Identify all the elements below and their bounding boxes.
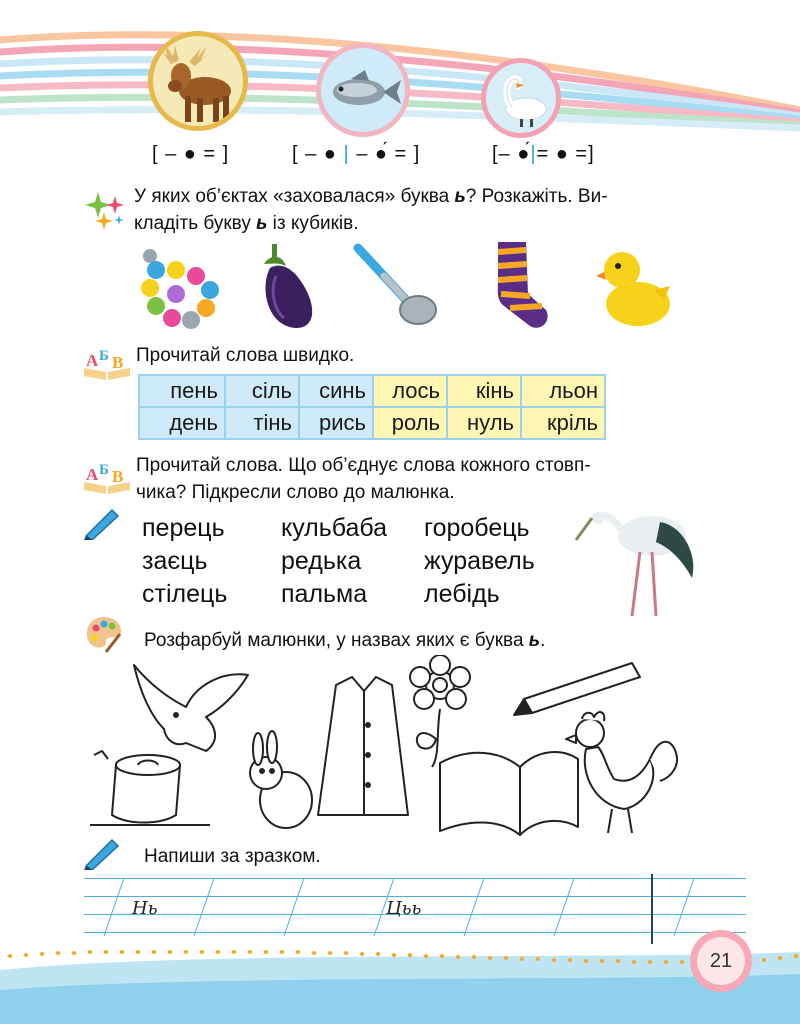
stump-picture xyxy=(90,751,210,825)
rooster-picture xyxy=(566,712,677,833)
swan-icon xyxy=(486,63,556,133)
coat-picture xyxy=(318,677,408,815)
beads-picture xyxy=(136,242,222,332)
handwriting-sample: Нь xyxy=(132,898,158,919)
hare-picture xyxy=(250,731,312,828)
moose-picture xyxy=(148,31,248,131)
svg-text:А: А xyxy=(86,351,99,370)
list-item: кульбаба xyxy=(281,514,388,542)
task4-instruction: Розфарбуй малюнки, у назвах яких є буква ь. xyxy=(144,630,546,651)
dove-picture xyxy=(134,665,248,751)
svg-text:А: А xyxy=(86,465,99,484)
task5-instruction: Напиши за зразком. xyxy=(144,846,321,867)
list-item: лебідь xyxy=(424,580,500,608)
word-cell: лось xyxy=(373,375,447,407)
scheme-divider: | xyxy=(343,143,350,165)
coloring-pictures xyxy=(0,655,700,840)
page-number-badge xyxy=(690,930,752,992)
word-cell: синь xyxy=(299,375,373,407)
word-cell: тінь xyxy=(225,407,299,439)
list-item: заєць xyxy=(142,547,208,575)
list-item: стілець xyxy=(142,580,228,608)
ladle-picture xyxy=(348,240,440,334)
carp-picture xyxy=(316,43,410,137)
word-cell: нуль xyxy=(447,407,521,439)
abc-book-icon xyxy=(82,340,132,382)
list-item: пальма xyxy=(281,580,368,608)
fish-icon xyxy=(321,48,405,132)
flower-picture xyxy=(410,655,470,767)
word-cell: пень xyxy=(139,375,225,407)
svg-text:Б: Б xyxy=(99,462,109,478)
task2-instruction: Прочитай слова швидко. xyxy=(136,345,355,366)
word-cell: льон xyxy=(521,375,605,407)
duckling-picture xyxy=(594,240,674,330)
list-item: редька xyxy=(281,547,362,575)
table-row xyxy=(139,375,605,407)
book-picture xyxy=(440,752,578,835)
word-cell: рись xyxy=(299,407,373,439)
eggplant-picture xyxy=(256,240,320,334)
pen-icon xyxy=(82,836,122,870)
word-column-3 xyxy=(424,512,535,611)
word-cell: кінь xyxy=(447,375,521,407)
pen-icon xyxy=(82,506,122,540)
abc-book-icon xyxy=(82,454,132,496)
moose-icon xyxy=(153,36,243,126)
list-item: журавель xyxy=(424,547,535,575)
handwriting-sample: Цьь xyxy=(386,898,422,919)
swan-picture xyxy=(481,58,561,138)
word-column-2 xyxy=(281,512,387,611)
sock-picture xyxy=(492,240,552,334)
list-item: перець xyxy=(142,514,225,542)
word-table xyxy=(138,374,606,440)
svg-text:Б: Б xyxy=(99,348,109,364)
task1-instruction: У яких об’єктах «заховалася» буква ь? Розкажіть. Ви- кладіть букву ь із кубиків. xyxy=(134,186,608,234)
sound-scheme-carp: [ – ● | – ●́ = ] xyxy=(292,143,421,165)
sparkle-icon xyxy=(84,188,128,232)
crane-picture xyxy=(574,486,700,618)
sound-scheme-moose: [ – ● = ] xyxy=(152,143,230,165)
table-row xyxy=(139,407,605,439)
list-item: горобець xyxy=(424,514,530,542)
word-cell: роль xyxy=(373,407,447,439)
footer-wave xyxy=(0,930,800,1024)
scheme-divider: | xyxy=(530,143,537,165)
palette-icon xyxy=(84,614,124,654)
pencil-picture xyxy=(514,663,640,715)
word-cell: кріль xyxy=(521,407,605,439)
word-column-1 xyxy=(142,512,227,611)
task3-instruction: Прочитай слова. Що об’єднує слова кожного стовп- чика? Підкресли слово до малюнка. xyxy=(136,455,591,503)
page-number: 21 xyxy=(697,937,745,985)
svg-text:В: В xyxy=(112,467,124,486)
svg-text:В: В xyxy=(112,353,124,372)
sound-scheme-swan: [– ●́|= ● =] xyxy=(492,143,595,165)
word-cell: день xyxy=(139,407,225,439)
word-cell: сіль xyxy=(225,375,299,407)
